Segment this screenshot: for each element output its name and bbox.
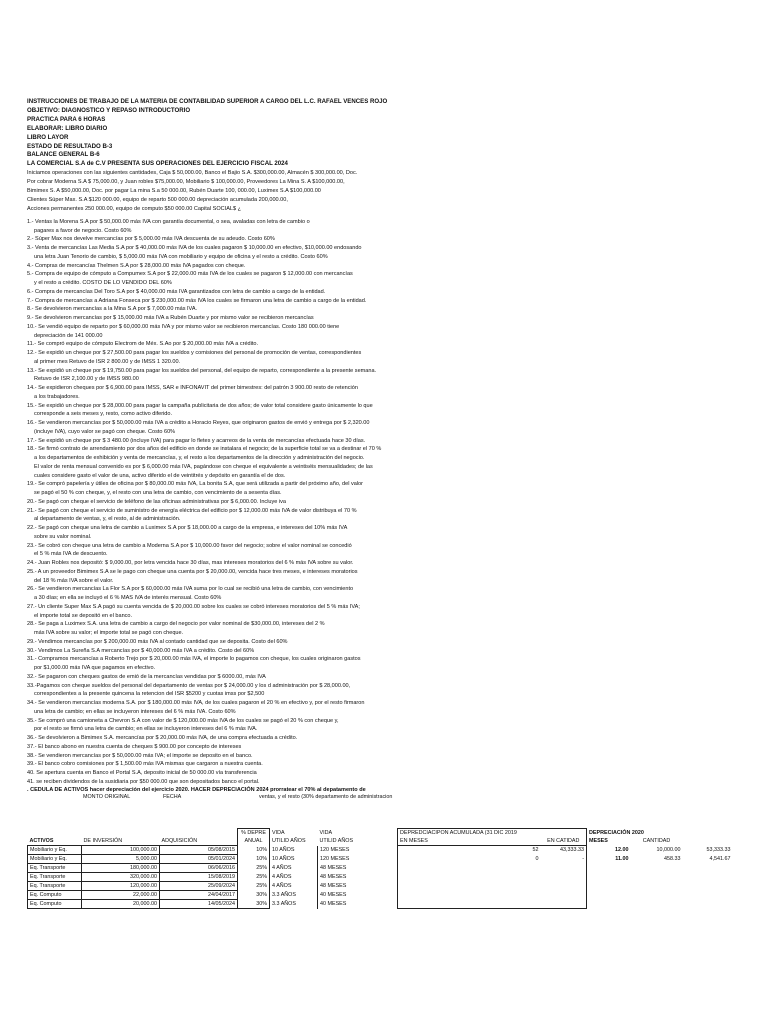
asset-depre: 30% [238, 900, 270, 909]
operation-item [27, 507, 752, 525]
operation-line: 37.- El banco abono en nuestra cuenta de cheques $ 900.00 por concepto de intereses [27, 743, 242, 750]
col-vida2-bottom: UTILID AÑOS [319, 838, 354, 845]
operation-item [27, 559, 752, 568]
asset-acum-cantidad: - [541, 855, 587, 864]
operation-line: 3.- Venta de mercancías Las Media S.A por $ 40,000.00 más IVA de los cuales pagaron $ 10,000.00 en efectivo, $10,000.00 endosando [27, 245, 362, 252]
operation-line-cont: El valor de renta mensual convenido es por $ 6,000.00 más IVA, pagándose con cheque el equivalente a veintiséis mensualidades; de las [34, 463, 373, 470]
intro-block [27, 169, 752, 214]
operation-item [27, 752, 752, 761]
asset-vida1: 10 AÑOS [270, 846, 318, 855]
asset-total [683, 900, 733, 909]
asset-total [683, 891, 733, 900]
operation-line-cont: cuales considere gasto el valor de una, activo diferido el de veintitrés y depósito en garantía el de dos. [34, 472, 286, 479]
asset-acum-cantidad [541, 864, 587, 873]
asset-depre: 10% [238, 846, 270, 855]
operation-item [27, 218, 752, 236]
intro-line: Bimimex S. A $50,000.00, Doc. por pagar La mina S.a 50 000.00, Rubén Duarte 100, 000.00, Luximex S.A $100,000.00 [27, 188, 321, 195]
sub-ventas-note: ventas, y el resto (30% departamento de administracion [259, 793, 393, 800]
asset-row [28, 900, 733, 909]
asset-total [683, 864, 733, 873]
asset-fecha: 05/08/2015 [160, 846, 238, 855]
header-line: OBJETIVO: DIAGNOSTICO Y REPASO INTRODUCTORIO [27, 106, 191, 114]
asset-vida2: 48 MESES [318, 864, 398, 873]
document-page [27, 98, 752, 801]
operation-line: 6.- Compra de mercancías Del Toro S.A por $ 40,000.00 más IVA garantizados con letra de cambio a cargo de la entidad. [27, 288, 326, 295]
asset-vida2: 48 MESES [318, 882, 398, 891]
operation-line: 18.- Se firmó contrato de arrendamiento por dos años del edificio en donde se instalara el negocio; de la superficie total se va a destinar el 70 % [27, 446, 382, 453]
asset-row [28, 855, 733, 864]
cedula-subheader [27, 794, 752, 801]
col-depre-bottom: ANUAL [238, 837, 270, 846]
header-line: LIBRO LAYOR [27, 133, 69, 141]
operation-line-cont: el 5 % más IVA de descuento. [34, 551, 108, 558]
operation-line: 9.- Se devolvieron mercancías por $ 15,000.00 más IVA a Rubén Duarte y por mismo valor se recibieron mercancías [27, 315, 314, 322]
operation-line: 40. Se apertura cuenta en Banco el Portal S.A, deposito inicial de 50 000.00 vía transferencia [27, 770, 257, 777]
asset-acum-meses: 52 [398, 846, 541, 855]
operations-list [27, 218, 752, 787]
operation-item [27, 244, 752, 262]
operation-line: 20.- Se pagó con cheque el servicio de teléfono de las oficinas administrativas por $ 6,000.00. Incluye iva [27, 498, 287, 505]
asset-activo: Mobiliario y Eq. [28, 855, 82, 864]
operation-line-cont: se pagó el 50 % con cheque, y, el resto con una letra de cambio, con vencimiento de a sesenta días. [34, 490, 282, 497]
asset-row [28, 846, 733, 855]
asset-depre: 25% [238, 882, 270, 891]
operation-line-cont: al departamento de ventas, y, el resto, al de administración. [34, 516, 181, 523]
operation-line-cont: pagares a favor de negocio. Costo 60% [34, 227, 132, 234]
header-line: ELABORAR: LIBRO DIARIO [27, 124, 108, 132]
intro-line: Por cobrar Moderna S.A $ 75,000.00, y Juan robles $75,000.00, Mobiliario $ 100,000.00, Proveedores La Mina S. A $100,000.00, [27, 179, 345, 186]
operation-line: 2.- Súper Max nos develve mercancías por $ 5,000.00 más IVA descuenta de su adeudo. Costo 60% [27, 236, 275, 243]
operation-item [27, 323, 752, 341]
operation-line: 33.-Pagamos con cheque sueldos del personal del departamento de ventas por $ 24,000.00 y los d administración por $ 28,000.00, [27, 682, 351, 689]
asset-inversion: 22,000.00 [82, 891, 160, 900]
asset-acum-meses [398, 882, 541, 891]
operation-item [27, 682, 752, 700]
operation-line-cont: por $1,000.00 más IVA que pagamos en efectivo. [34, 665, 156, 672]
header-row-top [28, 829, 733, 838]
asset-vida1: 4 AÑOS [270, 882, 318, 891]
operation-item [27, 769, 752, 778]
operation-line: 25.- A un proveedor Bimimex S.A se le pago con cheque una cuenta por $ 20,000.00, vencida hace tres meses, e intereses moratorios [27, 568, 358, 575]
operation-item [27, 568, 752, 586]
asset-acum-meses [398, 873, 541, 882]
sub-fecha: FECHA [163, 793, 182, 800]
header-line: INSTRUCCIONES DE TRABAJO DE LA MATERIA DE CONTABILIDAD SUPERIOR A CARGO DEL L.C. RAFAEL VENCES ROJO [27, 98, 388, 105]
asset-activo: Eq. Transporte [28, 873, 82, 882]
asset-acum-cantidad [541, 873, 587, 882]
header-line: BALANCE GENERAL B-6 [27, 151, 100, 159]
col-adquisicion: ADQUISICIÓN [161, 838, 198, 844]
asset-inversion: 20,000.00 [82, 900, 160, 909]
asset-inversion: 100,000.00 [82, 846, 160, 855]
operation-line-cont: una letra Juan Tenorio de cambio, $ 5,000.00 más IVA con mobiliario y equipo de oficina y el resto a crédito. Costo 60% [34, 253, 328, 260]
asset-vida2: 40 MESES [318, 891, 398, 900]
operation-line-cont: Retuvo de ISR 2,100.00 y de IMSS 980.00 [34, 376, 139, 383]
operation-line: 14.- Se expidieron cheques por $ 6,900.00 para IMSS, SAR e INFONAVIT del primer bimestres: del patrón 3 900.00 resto de retención [27, 385, 358, 392]
operation-line: 10.- Se vendió equipo de reparto por $ 60,000.00 más IVA y por mismo valor se recibieron mercancías. Costo 180 000.00 tiene [27, 323, 340, 330]
asset-acum-cantidad [541, 891, 587, 900]
operation-line-cont: del 18 % más IVA sobre el valor. [34, 577, 114, 584]
asset-inversion: 320,000.00 [82, 873, 160, 882]
operation-line: 29.- Vendimos mercancías por $ 200,000.00 más IVA al contado cantidad que se deposita. Costo del 60% [27, 638, 288, 645]
operation-item [27, 743, 752, 752]
operation-line: 1.- Ventas la Morena S.A por $ 50,000.00 más IVA con garantía documental, o sea, avaladas con letra de cambio o [27, 218, 310, 225]
operation-line: 19.- Se compró papelería y útiles de oficina por $ 80,000.00 más IVA, La bonita S.A, que será utilizada a partir del próximo año, del valor [27, 481, 363, 488]
operation-item [27, 620, 752, 638]
col-acum-bottom: EN MESES [398, 837, 541, 846]
sub-monto-original: MONTO ORIGINAL [83, 793, 131, 800]
operation-line: 34.- Se vendieron mercancías moderna S.A. por $ 180,000.00 más IVA, de los cuales pagaron el 20 % en efectivo y, por el resto firmaron [27, 700, 365, 707]
asset-cantidad [631, 873, 683, 882]
asset-cantidad [631, 882, 683, 891]
col-cantidad: CANTIDAD [642, 838, 671, 845]
operation-item [27, 419, 752, 437]
operation-line: 23.- Se cobró con cheque una letra de cambio a Moderna S.A por $ 10,000.00 favor del negocio; sobre el valor nominal se concedió [27, 542, 352, 549]
operation-line: 17.- Se expidió un cheque por $ 3 480.00 (incluye IVA) para pagar lo fletes y acarreos de la venta de mercancías efectuada hace 30 días. [27, 437, 366, 444]
operation-line: 21.- Se pagó con cheque el servicio de suministro de energía eléctrica del edificio por $ 12,000.00 más IVA de valor distribuya el 70 % [27, 507, 357, 514]
asset-acum-meses [398, 900, 541, 909]
asset-meses [587, 864, 631, 873]
asset-meses [587, 900, 631, 909]
asset-row [28, 864, 733, 873]
asset-total: 4,541.67 [709, 856, 731, 862]
operation-line-cont: a los departamentos de exhibición y venta de mercancías, y, el resto a los departamentos de la dirección y administración del negocio. [34, 455, 365, 462]
asset-activo: Eq. Computo [28, 900, 82, 909]
asset-depre: 10% [238, 855, 270, 864]
operation-line: 38.- Se vendieron mercancías por $ 50,000.00 más IVA; el importe se deposito en el banco. [27, 752, 253, 759]
asset-inversion: 5,000.00 [82, 855, 160, 864]
operation-line: 22.- Se pagó con cheque una letra de cambio a Luximex S.A por $ 18,000.00 a cargo de la empresa, e intereses del 10% más IVA [27, 525, 348, 532]
asset-acum-cantidad [541, 882, 587, 891]
operation-line: 12.- Se expidió un cheque por $ 27,500.00 para pagar los sueldos y comisiones del personal de promoción de ventas, correspondientes [27, 350, 362, 357]
asset-activo: Eq. Computo [28, 891, 82, 900]
col-inversion: DE INVERSIÓN [83, 838, 123, 844]
asset-vida2: 40 MESES [318, 900, 398, 909]
asset-row [28, 891, 733, 900]
header-row-bottom [28, 837, 733, 846]
operation-line: 41. se reciben dividendos de la susidiaria por $50 000.00 que son depositados banco el portal. [27, 778, 260, 785]
operation-item [27, 734, 752, 743]
operation-item [27, 297, 752, 306]
asset-vida2: 48 MESES [318, 873, 398, 882]
operation-item [27, 638, 752, 647]
asset-fecha: 25/09/2024 [160, 882, 238, 891]
operation-item [27, 305, 752, 314]
operation-line-cont: a los trabajadores. [34, 393, 80, 400]
col-vida2-top: VIDA [319, 829, 333, 836]
operation-line-cont: (incluye IVA), cuyo valor se pagó con cheque. Costo 60% [34, 428, 176, 435]
asset-cantidad [631, 900, 683, 909]
operation-item [27, 288, 752, 297]
operation-item [27, 498, 752, 507]
operation-item [27, 367, 752, 385]
operation-item [27, 524, 752, 542]
operation-line: 16.- Se vendieron mercancías por $ 50,000.00 más IVA a crédito a Horacio Reyes, que originaron gastos de envió y entrega por $ 2,320.00 [27, 420, 370, 427]
asset-meses: 11.00 [615, 856, 629, 862]
asset-inversion: 120,000.00 [82, 882, 160, 891]
operation-line: 35.- Se compró una camioneta a Chevron S.A con valor de $ 120,000.00 más IVA de los cuales se pagó el 20 % con cheque y, [27, 717, 339, 724]
operation-item [27, 262, 752, 271]
header-line: PRACTICA PARA 6 HORAS [27, 115, 106, 123]
intro-line: Clientes Súper Max. S.A $120 000.00, equipo de reparto 500 000.00 depreciación acumulada 200,000.00, [27, 196, 288, 203]
col-acum-top: DEPREDCIACIPON ACUMULADA (31 DIC 2019 [398, 829, 587, 838]
operation-item [27, 235, 752, 244]
asset-meses [587, 873, 631, 882]
operation-item [27, 480, 752, 498]
operation-item [27, 717, 752, 735]
operation-line-cont: a 30 días; en ella se incluyó el 6 % MAS IVA de interés mensual. Costo 60% [34, 595, 222, 602]
asset-fecha: 14/05/2024 [160, 900, 238, 909]
operation-line-cont: por el resto se firmó una letra de cambio; en ellas se incluyeron intereses del 6 % más IVA. [34, 726, 258, 733]
asset-activo: Eq. Transporte [28, 882, 82, 891]
operation-line: 31.- Compramos mercancías a Roberto Trejo por $ 20,000.00 más IVA, el importe lo pagamos con cheque, los cuales originaron gastos [27, 656, 361, 663]
asset-depre: 25% [238, 864, 270, 873]
intro-line: Acciones permanentes 250 000.00, equipo de computo $50 000.00 Capital SOCIAL$ ¿ [27, 205, 242, 212]
operation-item [27, 778, 752, 787]
operation-line: 13.- Se expidió un cheque por $ 19,750.00 para pagar los sueldos del personal, del equipo de reparto, correspondiente a la presente semana. [27, 367, 377, 374]
operation-line: 5.- Compra de equipo de cómputo a Compumex S.A por $ 22,000.00 más IVA de los cuales se pagaron $ 12,000.00 con mercancías [27, 271, 353, 278]
operation-line-cont: corresponde a seis meses y, resto, como activo diferido. [34, 411, 173, 418]
asset-total: 53,333.33 [706, 847, 731, 853]
operation-item [27, 699, 752, 717]
asset-cantidad: 458.33 [664, 856, 681, 862]
cedula-title: . CEDULA DE ACTIVOS hacer depreciación del ejercicio 2020. HACER DEPRECIACIÓN 2024 prorratear el 70% al depatamento de [27, 786, 366, 793]
operation-item [27, 760, 752, 769]
operation-line: 24.- Juan Robles nos depositó: $ 9,000.00, por letra vencida hace 30 días, mas intereses moratorios del 6 % más IVA sobre su valor. [27, 560, 354, 567]
asset-vida2: 120 MESES [318, 846, 398, 855]
header-line: LA COMERCIAL S.A de C.V PRESENTA SUS OPERACIONES DEL EJERCICIO FISCAL 2024 [27, 160, 288, 168]
operation-line-cont: depreciación de 141 000.00 [34, 332, 103, 339]
operation-line-cont: el importe total se depositó en el banco. [34, 612, 133, 619]
asset-depre: 25% [238, 873, 270, 882]
asset-row [28, 873, 733, 882]
asset-acum-meses: 0 [398, 855, 541, 864]
operation-item [27, 673, 752, 682]
operation-item [27, 340, 752, 349]
operation-item [27, 402, 752, 420]
operation-line: 11.- Se compró equipo de cómputo Electrom de Méx. S.Ao por $ 20,000.00 más IVA a crédito. [27, 341, 259, 348]
asset-acum-meses [398, 891, 541, 900]
operation-line-cont: y el resto a crédito. COSTO DE LO VENDIDO DEL 60% [34, 280, 172, 287]
col-dep2020-top: DEPRECIACIÓN 2020 [589, 829, 644, 836]
asset-vida2: 120 MESES [318, 855, 398, 864]
asset-cantidad: 10,000.00 [656, 847, 681, 853]
cedula-activos-table [27, 828, 733, 909]
operation-item [27, 437, 752, 446]
operation-item [27, 349, 752, 367]
asset-fecha: 05/01/2024 [160, 855, 238, 864]
asset-acum-cantidad [541, 900, 587, 909]
operation-line: 27.- Un cliente Super Max S.A pagó su cuenta vencida de $ 20,000.00 sobre los cuales se cobró intereses moratorios del 5 % más IVA; [27, 603, 360, 610]
operation-item [27, 655, 752, 673]
operation-line: 32.- Se pagaron con cheques gastos de emió de la mercancías vendidas por $ 6000.00, más IVA [27, 673, 266, 680]
asset-fecha: 06/06/2016 [160, 864, 238, 873]
asset-total [683, 882, 733, 891]
operation-item [27, 445, 752, 480]
operation-line: 4.- Compras de mercancías Thelmen S.A por $ 28,000.00 más IVA pagados con cheque. [27, 262, 246, 269]
asset-vida1: 3.3 AÑOS [270, 891, 318, 900]
operation-line: 39.- El banco cobro comisiones por $ 1,500.00 más IVA mismas que cargaron a nuestra cuenta. [27, 761, 263, 768]
operation-item [27, 647, 752, 656]
operation-item [27, 384, 752, 402]
asset-meses [587, 882, 631, 891]
asset-meses: 12.00 [615, 847, 629, 853]
operation-item [27, 585, 752, 603]
operation-line: 26.- Se vendieron mercancías La Flor S.A por $ 60,000.00 más IVA suma por lo cual se recibió una letra de cambio, con vencimiento [27, 586, 354, 593]
asset-inversion: 180,000.00 [82, 864, 160, 873]
operation-item [27, 603, 752, 621]
asset-cantidad [631, 891, 683, 900]
asset-row [28, 882, 733, 891]
asset-vida1: 4 AÑOS [270, 864, 318, 873]
asset-acum-cantidad: 43,333.33 [541, 846, 587, 855]
operation-line: 15.- Se expidió un cheque por $ 28,000.00 para pagar la campaña publicitaria de dos años; de valor total considere gasto únicamente lo que [27, 402, 373, 409]
operation-line: 36.- Se devolvieron a Bimimex S.A. mercancías por $ 20,000.00 más IVA, de una compra efectuada a crédito. [27, 735, 298, 742]
col-activos: ACTIVOS [29, 838, 54, 844]
asset-fecha: 15/08/2019 [160, 873, 238, 882]
operation-item [27, 542, 752, 560]
asset-cantidad [631, 864, 683, 873]
operation-line: 28.- Se paga a Luximex S.A. una letra de cambio a cargo del negocio por valor nominal de $30,000.00, intereses del 2 % [27, 621, 325, 628]
operation-line-cont: correspondientes a la presente quincena la retencion del ISR $5200 y cuotas imss por $2,500 [34, 691, 265, 698]
operation-item [27, 314, 752, 323]
operation-item [27, 270, 752, 288]
col-catidad: EN CATIDAD [541, 837, 587, 846]
operation-line: 7.- Compra de mercancías a Adriana Fonseca por $ 230,000.00 más IVA los cuales se firmaron una letra de cambio a cargo de la entidad. [27, 297, 367, 304]
asset-vida1: 10 AÑOS [270, 855, 318, 864]
asset-meses [587, 891, 631, 900]
asset-acum-meses [398, 864, 541, 873]
operation-line-cont: más IVA sobre su valor; el importe total se pagó con cheque. [34, 630, 184, 637]
operation-line: 8.- Se devolvieron mercancías a la Mina S.A por $ 7,000.00 más IVA. [27, 306, 198, 313]
asset-vida1: 4 AÑOS [270, 873, 318, 882]
asset-fecha: 24/04/2017 [160, 891, 238, 900]
operation-line: 30.- Vendimos La Sureña S.A mercancías por $ 40,000.00 más IVA a crédito. Costo del 60% [27, 647, 255, 654]
intro-line: Iniciamos operaciones con las siguientes cantidades, Caja $ 50,000.00, Banco el Bajio S.A. $300,000.00, Almacén $ 300,000.00, Doc. [27, 170, 358, 177]
col-meses: MESES [589, 838, 608, 845]
asset-depre: 30% [238, 891, 270, 900]
operation-line-cont: al primer mes Retuvo de ISR 2 800.00 y de IMSS 1 320.00. [34, 358, 181, 365]
asset-activo: Eq. Transporte [28, 864, 82, 873]
asset-activo: Mobiliario y Eq. [28, 846, 82, 855]
operation-line-cont: sobre su valor nominal. [34, 533, 92, 540]
asset-vida1: 3.3 AÑOS [270, 900, 318, 909]
asset-total [683, 873, 733, 882]
operation-line-cont: una letra de cambio; en ellas se incluyeron intereses del 6 % más IVA. Costo 60% [34, 708, 236, 715]
header-block [27, 98, 752, 169]
col-vida1-bottom: UTILID AÑOS [272, 838, 306, 845]
col-depre-top: % DEPRE [238, 829, 270, 838]
header-line: ESTADO DE RESULTADO B-3 [27, 142, 113, 150]
col-vida1-top: VIDA [272, 829, 285, 836]
